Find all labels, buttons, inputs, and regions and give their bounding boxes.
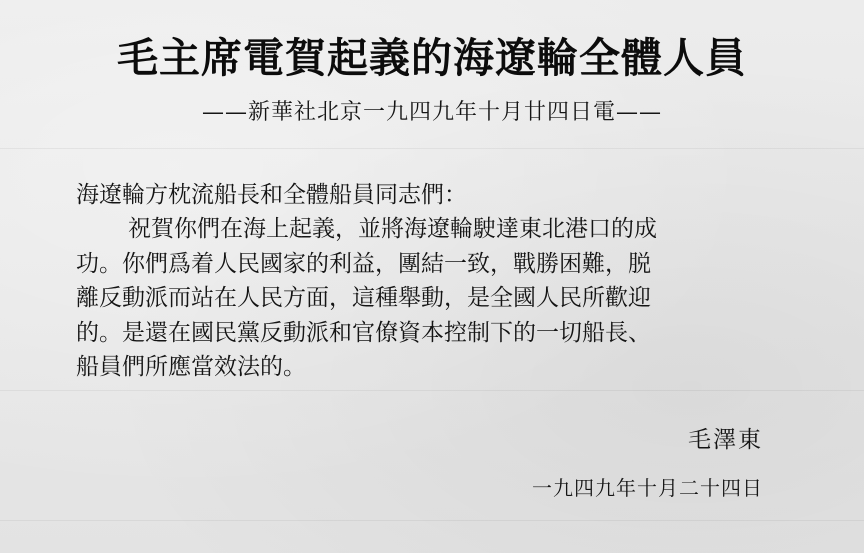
letter-date: 一九四九年十月二十四日: [532, 476, 763, 500]
paper-bleed-line: [0, 520, 864, 521]
body-line: 的。是還在國民黨反動派和官僚資本控制下的一切船長、: [76, 319, 651, 346]
document-title: 毛主席電賀起義的海遼輪全體人員: [117, 34, 747, 82]
salutation: 海遼輪方枕流船長和全體船員同志們：: [76, 182, 467, 208]
body-line: 離反動派而站在人民方面，這種舉動，是全國人民所歡迎: [76, 285, 651, 312]
paper-bleed-line: [0, 390, 864, 391]
body-line: 祝賀你們在海上起義，並將海遼輪駛達東北港口的成: [128, 216, 657, 243]
body-line: 功。你們爲着人民國家的利益，團結一致，戰勝困難，脱: [76, 250, 651, 277]
signature: 毛澤東: [688, 427, 763, 453]
letter-body: [76, 178, 812, 384]
dateline: ——新華社北京一九四九年十月廿四日電——: [201, 100, 662, 125]
body-line: 船員們所應當效法的。: [76, 354, 306, 381]
paper-bleed-line: [0, 148, 864, 149]
